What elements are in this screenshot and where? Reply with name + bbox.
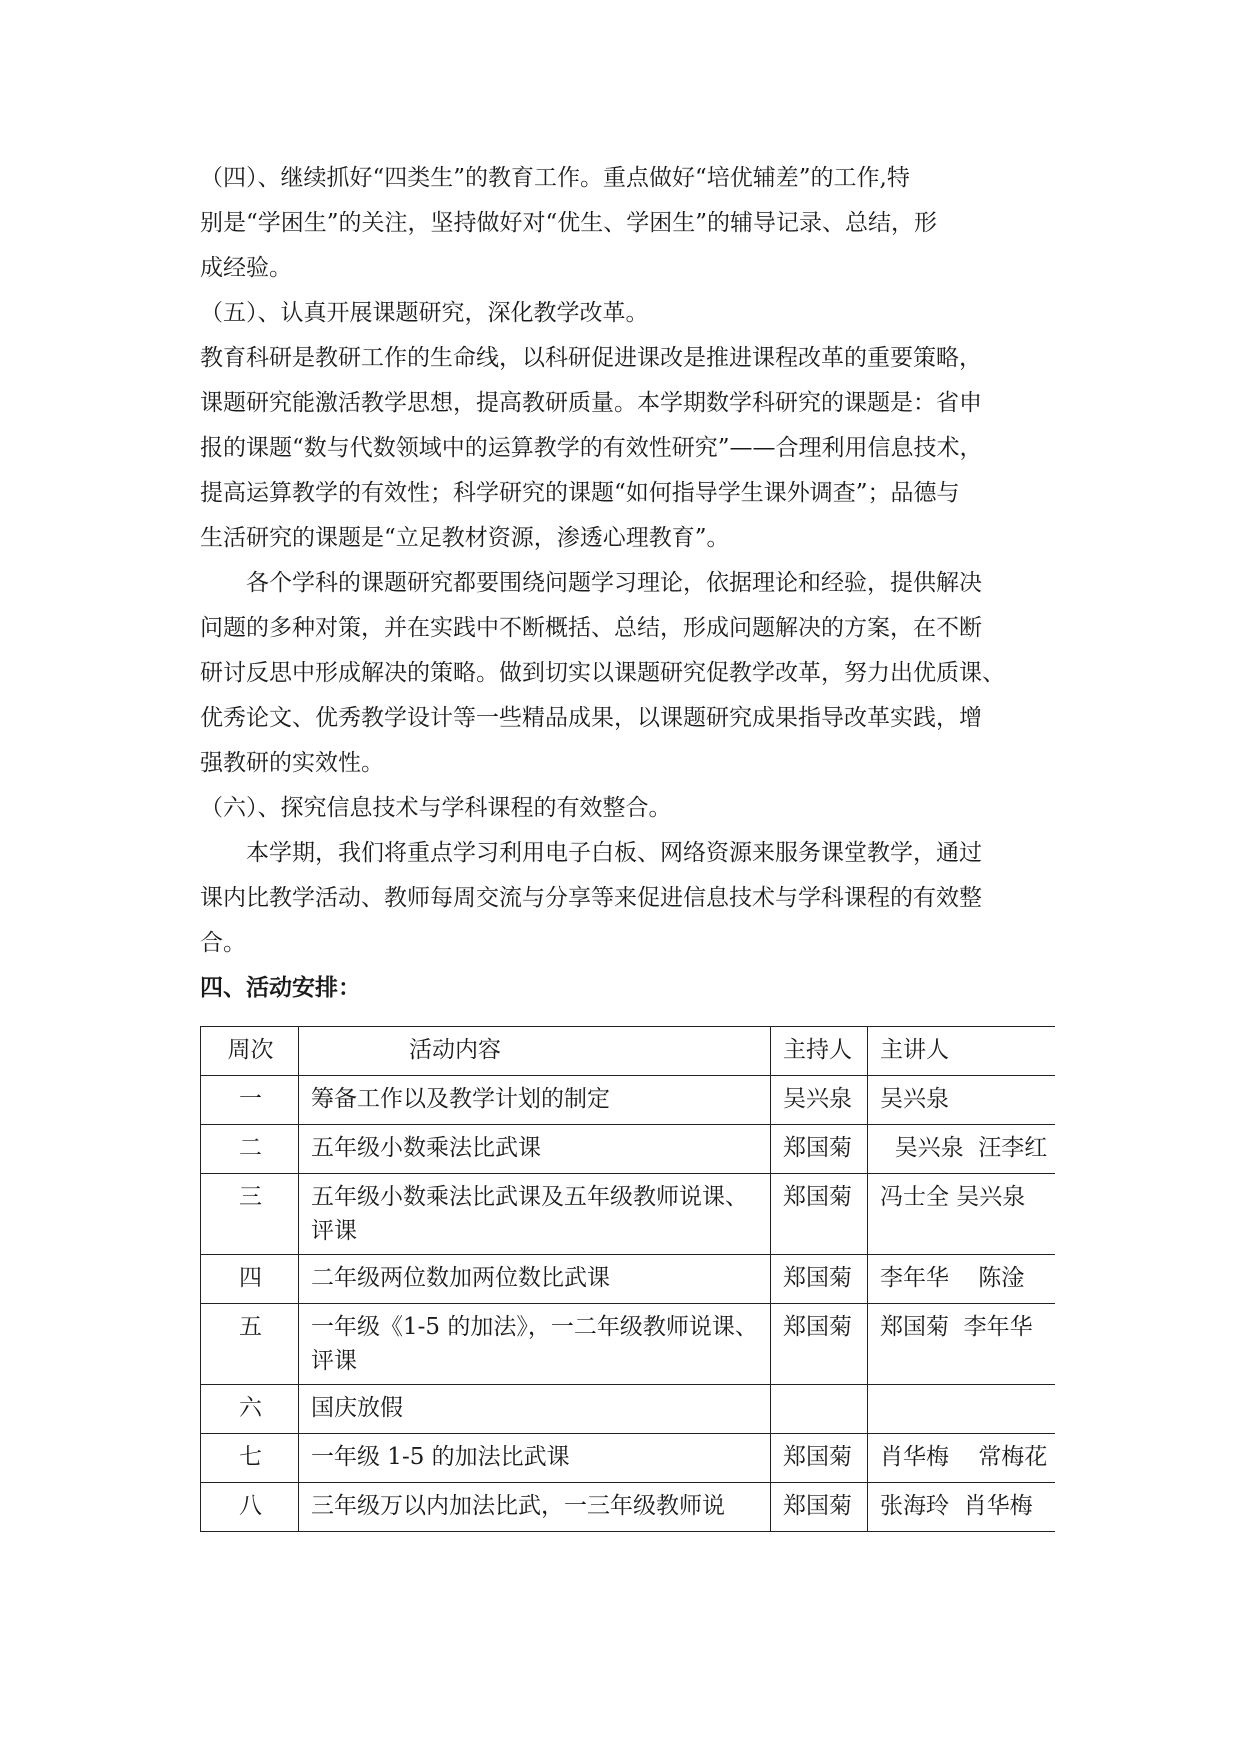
document-body xyxy=(200,156,1055,1696)
cell-activity: 筹备工作以及教学计划的制定 xyxy=(299,1076,771,1125)
cell-host: 郑国菊 xyxy=(771,1174,868,1255)
paragraph-line: 提高运算教学的有效性；科学研究的课题“如何指导学生课外调查”；品德与 xyxy=(200,480,960,506)
table-row xyxy=(201,1483,1056,1532)
paragraph-line: （四）、继续抓好“四类生”的教育工作。重点做好“培优辅差”的工作,特 xyxy=(200,165,910,191)
cell-host: 郑国菊 xyxy=(771,1125,868,1174)
header-host: 主持人 xyxy=(771,1027,868,1076)
cell-week: 四 xyxy=(201,1255,299,1304)
cell-host xyxy=(771,1385,868,1434)
paragraph-line: 报的课题“数与代数领域中的运算教学的有效性研究”——合理利用信息技术， xyxy=(200,435,983,461)
table-row xyxy=(201,1434,1056,1483)
paragraph-line: 教育科研是教研工作的生命线，以科研促进课改是推进课程改革的重要策略， xyxy=(200,345,982,371)
cell-week: 一 xyxy=(201,1076,299,1125)
cell-week: 七 xyxy=(201,1434,299,1483)
schedule-table xyxy=(200,1026,1055,1532)
cell-activity: 五年级小数乘法比武课及五年级教师说课、评课 xyxy=(299,1174,771,1255)
cell-activity: 一年级《1-5 的加法》，一二年级教师说课、评课 xyxy=(299,1304,771,1385)
cell-speaker: 肖华梅 常梅花 xyxy=(868,1434,1056,1483)
cell-speaker: 郑国菊 李年华 xyxy=(868,1304,1056,1385)
paragraph-line: 优秀论文、优秀教学设计等一些精品成果，以课题研究成果指导改革实践，增 xyxy=(200,705,982,731)
cell-activity: 一年级 1-5 的加法比武课 xyxy=(299,1434,771,1483)
cell-host: 郑国菊 xyxy=(771,1483,868,1532)
paragraph-line: 研讨反思中形成解决的策略。做到切实以课题研究促教学改革，努力出优质课、 xyxy=(200,660,1005,686)
table-row xyxy=(201,1385,1056,1434)
cell-activity: 二年级两位数加两位数比武课 xyxy=(299,1255,771,1304)
paragraph-line: 成经验。 xyxy=(200,255,292,281)
cell-speaker: 冯士全 吴兴泉 xyxy=(868,1174,1056,1255)
table-row xyxy=(201,1076,1056,1125)
cell-host: 吴兴泉 xyxy=(771,1076,868,1125)
paragraph-line: 问题的多种对策，并在实践中不断概括、总结，形成问题解决的方案，在不断 xyxy=(200,615,982,641)
header-week: 周次 xyxy=(201,1027,299,1076)
cell-speaker: 吴兴泉 汪李红 xyxy=(868,1125,1056,1174)
subsection-heading-6: （六）、探究信息技术与学科课程的有效整合。 xyxy=(200,795,672,821)
cell-speaker: 李年华 陈淦 xyxy=(868,1255,1056,1304)
subsection-heading-5: （五）、认真开展课题研究，深化教学改革。 xyxy=(200,300,649,326)
section-heading: 四、活动安排： xyxy=(200,975,361,1001)
cell-speaker: 吴兴泉 xyxy=(868,1076,1056,1125)
cell-week: 二 xyxy=(201,1125,299,1174)
table-row xyxy=(201,1125,1056,1174)
cell-week: 五 xyxy=(201,1304,299,1385)
paragraph-line: 别是“学困生”的关注，坚持做好对“优生、学困生”的辅导记录、总结，形 xyxy=(200,210,938,236)
table-row xyxy=(201,1304,1056,1385)
paragraph-line: 强教研的实效性。 xyxy=(200,750,384,776)
cell-week: 八 xyxy=(201,1483,299,1532)
paragraph-line: 本学期，我们将重点学习利用电子白板、网络资源来服务课堂教学，通过 xyxy=(246,840,982,866)
table-row xyxy=(201,1174,1056,1255)
paragraph-line: 生活研究的课题是“立足教材资源，渗透心理教育”。 xyxy=(200,525,730,551)
cell-activity: 三年级万以内加法比武，一三年级教师说 xyxy=(299,1483,771,1532)
header-speaker: 主讲人 xyxy=(868,1027,1056,1076)
cell-host: 郑国菊 xyxy=(771,1304,868,1385)
cell-speaker: 张海玲 肖华梅 xyxy=(868,1483,1056,1532)
cell-speaker xyxy=(868,1385,1056,1434)
paragraph-line: 合。 xyxy=(200,930,246,956)
header-activity: 活动内容 xyxy=(299,1027,771,1076)
cell-week: 六 xyxy=(201,1385,299,1434)
cell-host: 郑国菊 xyxy=(771,1434,868,1483)
cell-activity: 国庆放假 xyxy=(299,1385,771,1434)
paragraph-line: 课题研究能激活教学思想，提高教研质量。本学期数学科研究的课题是：省申 xyxy=(200,390,982,416)
paragraph-line: 各个学科的课题研究都要围绕问题学习理论，依据理论和经验，提供解决 xyxy=(246,570,982,596)
cell-host: 郑国菊 xyxy=(771,1255,868,1304)
table-header-row xyxy=(201,1027,1056,1076)
table-row xyxy=(201,1255,1056,1304)
cell-activity: 五年级小数乘法比武课 xyxy=(299,1125,771,1174)
paragraph-line: 课内比教学活动、教师每周交流与分享等来促进信息技术与学科课程的有效整 xyxy=(200,885,982,911)
cell-week: 三 xyxy=(201,1174,299,1255)
